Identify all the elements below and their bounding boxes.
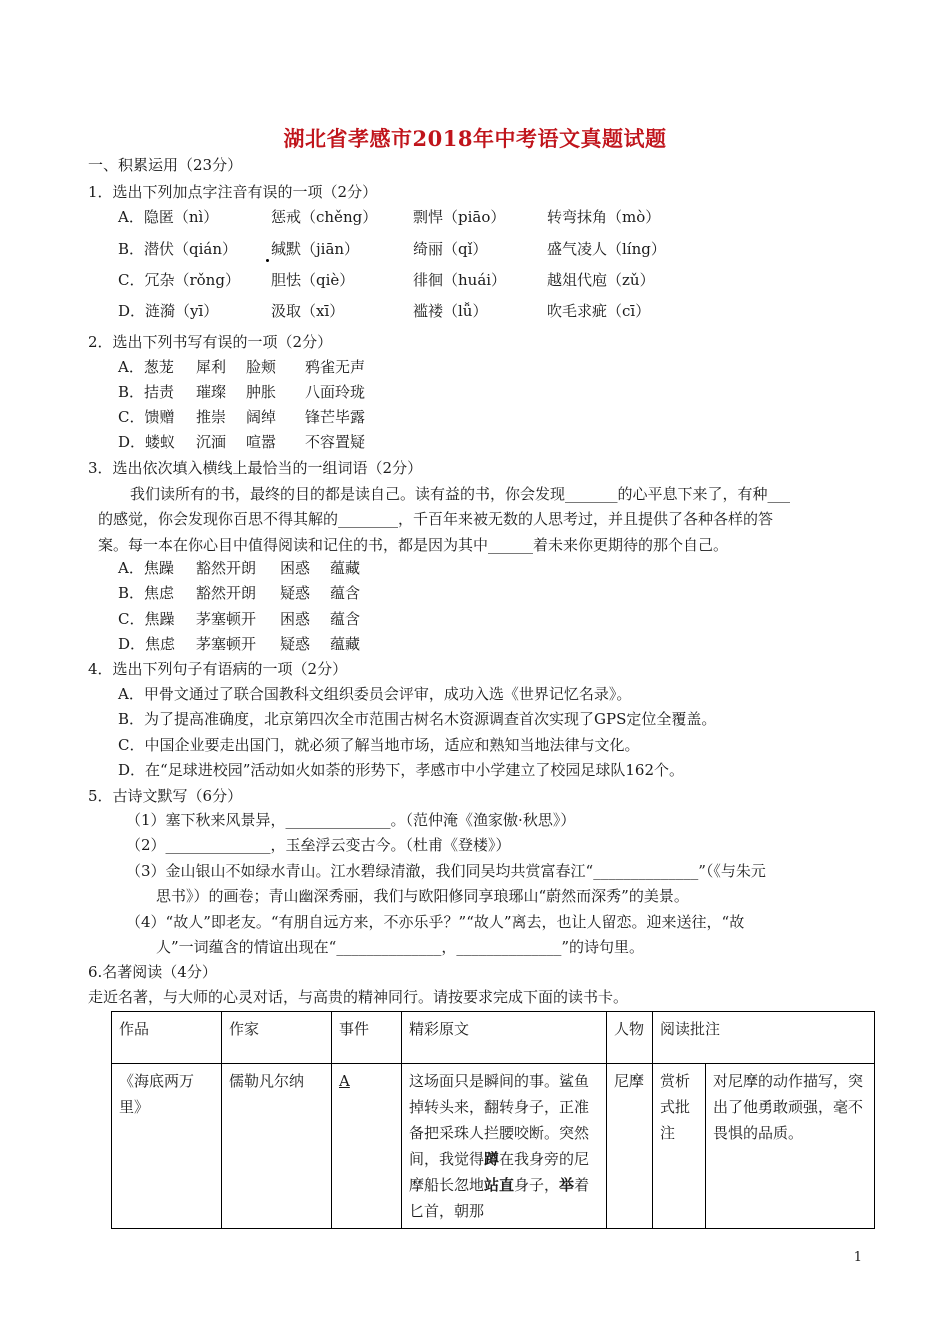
q1-a-1: A．隐匿（nì） (118, 208, 219, 226)
q3-b-3: 疑惑 (280, 584, 311, 602)
q4-option-d: D．在“足球进校园”活动如火如荼的形势下，孝感市中小学建立了校园足球队162个。 (118, 761, 684, 779)
q1-c-4: 越俎代庖（zǔ） (547, 271, 655, 289)
bold-word: 站直 (484, 1176, 515, 1194)
q5-item-4-cont: 人”一词蕴含的情谊出现在“______________，______________”的诗句里。 (156, 938, 645, 956)
q2-a-2: 犀利 (196, 358, 227, 376)
cell-original-text (402, 1064, 607, 1229)
q3-d-2: 茅塞顿开 (196, 635, 257, 653)
q1-b-2: 缄默（jiān） (271, 240, 360, 258)
q1-a-4: 转弯抹角（mò） (547, 208, 661, 226)
q3-a-1: A．焦躁 (118, 559, 174, 577)
q1-d-1: D．涟漪（yī） (118, 302, 219, 320)
q1-c-2: 胆怯（qiè） (271, 271, 355, 289)
q3-stem: 3．选出依次填入横线上最恰当的一组词语（2分） (88, 459, 423, 477)
cell-author: 儒勒凡尔纳 (222, 1064, 332, 1229)
q1-d-4: 吹毛求疵（cī） (547, 302, 651, 320)
q1-b-3: 绮丽（qǐ） (413, 240, 488, 258)
q1-stem: 1．选出下列加点字注音有误的一项（2分） (88, 183, 378, 201)
q3-c-1: C．焦躁 (118, 610, 175, 628)
q3-d-3: 疑惑 (280, 635, 311, 653)
q1-c-3: 徘徊（huái） (413, 271, 507, 289)
q4-stem: 4．选出下列句子有语病的一项（2分） (88, 660, 348, 678)
emphasis-dot (266, 259, 269, 262)
q2-c-2: 推崇 (196, 408, 227, 426)
page-number: 1 (853, 1250, 862, 1265)
page-title: 湖北省孝感市2018年中考语文真题试题 (283, 126, 667, 151)
q2-a-4: 鸦雀无声 (305, 358, 366, 376)
bold-word: 举 (559, 1176, 575, 1194)
q1-a-3: 剽悍（piāo） (413, 208, 506, 226)
q2-c-1: C．馈赠 (118, 408, 175, 426)
header-work: 作品 (112, 1012, 222, 1064)
q2-b-2: 璀璨 (196, 383, 227, 401)
cell-person: 尼摩 (607, 1064, 653, 1229)
section-heading: 一、积累运用（23分） (88, 156, 243, 174)
q1-d-2: 汲取（xī） (271, 302, 345, 320)
cell-work: 《海底两万里》 (112, 1064, 222, 1229)
q3-passage-line: 案。每一本在你心目中值得阅读和记住的书，都是因为其中______着未来你更期待的那个自己。 (98, 536, 729, 554)
q5-item-2: （2）______________，玉垒浮云变古今。（杜甫《登楼》） (126, 836, 511, 854)
q2-b-1: B．拮责 (118, 383, 175, 401)
q2-b-4: 八面玲珑 (305, 383, 366, 401)
q3-passage-line: 的感觉，你会发现你百思不得其解的________，千百年来被无数的人思考过，并且提供了各种各样的答 (98, 510, 774, 528)
q3-a-3: 困惑 (280, 559, 311, 577)
q5-item-4: （4）“故人”即老友。“有朋自远方来，不亦乐乎？”“故人”离去，也让人留恋。迎来送往，“故 (126, 913, 745, 931)
cell-note: 对尼摩的动作描写，突出了他勇敢顽强，毫不畏惧的品质。 (706, 1064, 875, 1229)
q3-d-4: 蕴藏 (330, 635, 361, 653)
bold-word: 蹲 (484, 1150, 500, 1168)
q5-item-3: （3）金山银山不如绿水青山。江水碧绿清澈，我们同吴均共赏富春江“______________”（《与朱元 (126, 862, 766, 880)
q2-d-1: D．蝼蚁 (118, 433, 176, 451)
q3-c-3: 困惑 (280, 610, 311, 628)
original-text-part: 在我身旁的尼摩船长忽地 (409, 1150, 590, 1194)
q3-b-1: B．焦虑 (118, 584, 175, 602)
q1-d-3: 褴褛（lǚ） (413, 302, 488, 320)
q2-d-3: 喧嚣 (246, 433, 277, 451)
event-blank-a: A (339, 1072, 350, 1090)
header-person: 人物 (607, 1012, 653, 1064)
q2-d-2: 沉湎 (196, 433, 227, 451)
q1-c-1: C．冗杂（rǒng） (118, 271, 240, 289)
q2-stem: 2．选出下列书写有误的一项（2分） (88, 333, 333, 351)
q2-c-3: 阔绰 (246, 408, 277, 426)
q5-stem: 5．古诗文默写（6分） (88, 787, 243, 805)
q2-c-4: 锋芒毕露 (305, 408, 366, 426)
q3-a-4: 蕴藏 (330, 559, 361, 577)
q2-d-4: 不容置疑 (305, 433, 366, 451)
q5-item-3-cont: 思书》）的画卷；青山幽深秀丽，我们与欧阳修同享琅琊山“蔚然而深秀”的美景。 (156, 887, 689, 905)
header-event: 事件 (332, 1012, 402, 1064)
header-author: 作家 (222, 1012, 332, 1064)
header-original-text: 精彩原文 (402, 1012, 607, 1064)
q3-b-4: 蕴含 (330, 584, 361, 602)
q6-stem: 6.名著阅读（4分） (88, 963, 217, 981)
cell-event (332, 1064, 402, 1229)
cell-note-type: 赏析式批注 (653, 1064, 706, 1229)
original-text-part: 着匕首，朝那 (409, 1176, 590, 1220)
q2-b-3: 肿胀 (246, 383, 277, 401)
q4-option-c: C．中国企业要走出国门，就必须了解当地市场，适应和熟知当地法律与文化。 (118, 736, 640, 754)
q1-a-2: 惩戒（chěng） (271, 208, 378, 226)
q3-a-2: 豁然开朗 (196, 559, 257, 577)
q6-intro: 走近名著，与大师的心灵对话，与高贵的精神同行。请按要求完成下面的读书卡。 (88, 988, 629, 1006)
q3-d-1: D．焦虑 (118, 635, 176, 653)
original-text-part: 这场面只是瞬间的事。鲨鱼掉转头来，翻转身子，正准备把采珠人拦腰咬断。突然间，我觉得 (409, 1072, 590, 1168)
q3-c-4: 蕴含 (330, 610, 361, 628)
q3-b-2: 豁然开朗 (196, 584, 257, 602)
q1-b-1: B．潜伏（qián） (118, 240, 238, 258)
q3-passage-line: 我们读所有的书，最终的目的都是读自己。读有益的书，你会发现_______的心平息下来了，有种___ (130, 485, 791, 503)
q3-c-2: 茅塞顿开 (196, 610, 257, 628)
table-header-row (112, 1012, 875, 1064)
original-text-part: 身子， (514, 1176, 560, 1194)
table-row (112, 1064, 875, 1229)
q2-a-1: A．葱茏 (118, 358, 174, 376)
q1-b-4: 盛气凌人（líng） (547, 240, 666, 258)
header-annotation: 阅读批注 (653, 1012, 875, 1064)
q4-option-b: B．为了提高准确度，北京第四次全市范围古树名木资源调查首次实现了GPS定位全覆盖。 (118, 710, 717, 728)
q5-item-1: （1）塞下秋来风景异，______________。（范仲淹《渔家傲·秋思》） (126, 811, 576, 829)
q2-a-3: 脸颊 (246, 358, 277, 376)
q4-option-a: A．甲骨文通过了联合国教科文组织委员会评审，成功入选《世界记忆名录》。 (118, 685, 632, 703)
reading-card-table (111, 1011, 875, 1229)
